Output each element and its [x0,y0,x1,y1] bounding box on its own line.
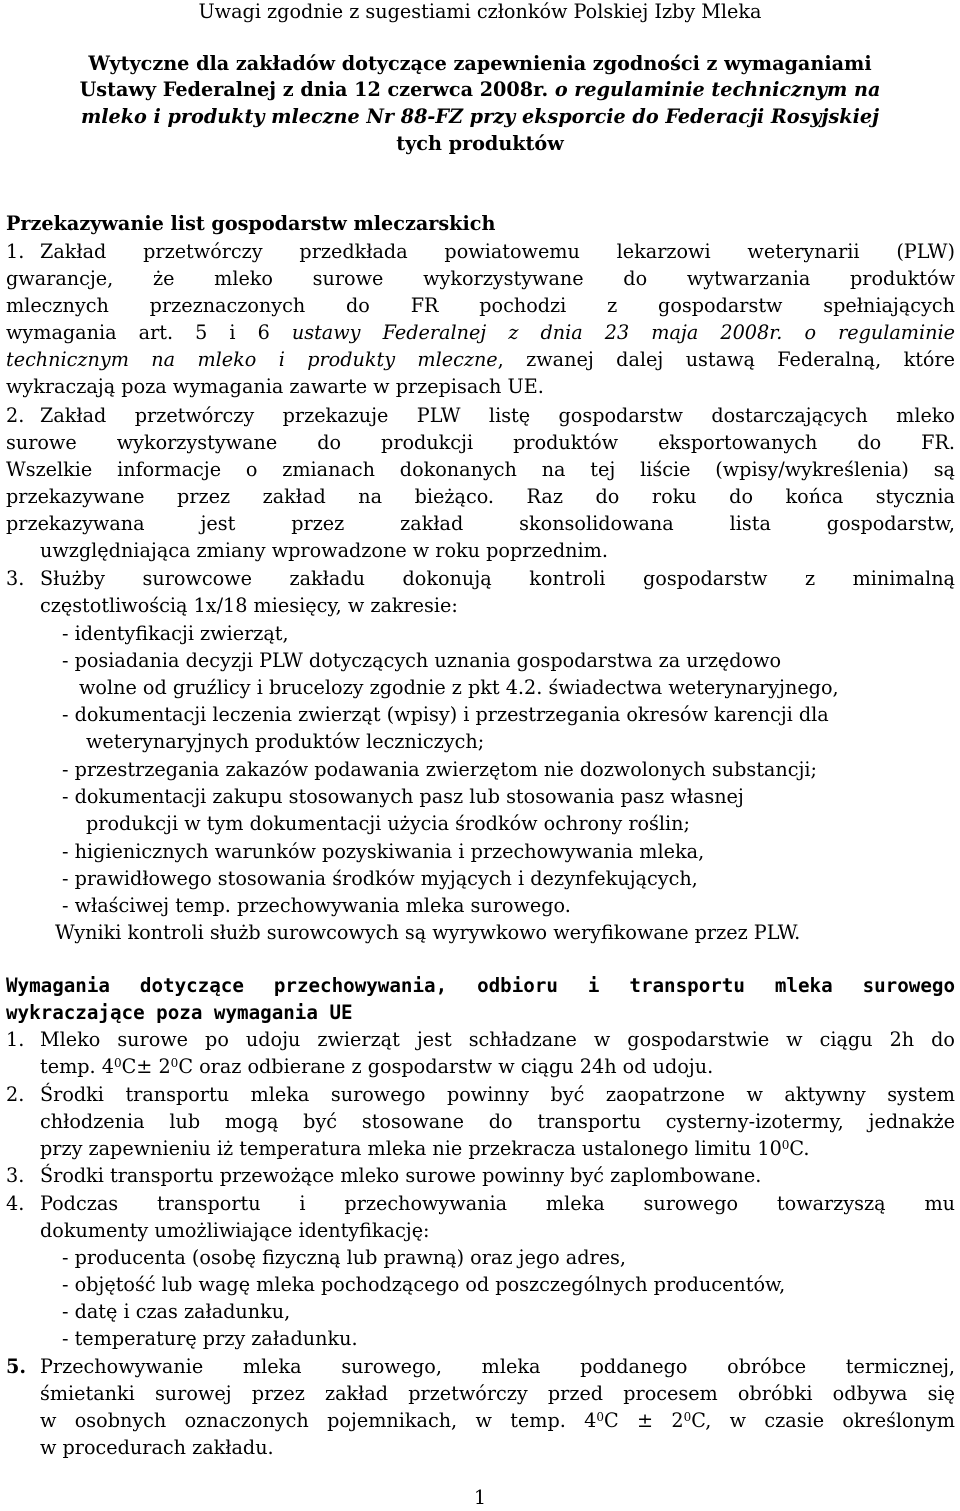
paragraph-fragment: wymagania art. 5 i 6 [6,321,292,344]
document-header: Uwagi zgodnie z sugestiami członków Polskiej Izby Mleka [198,0,762,23]
paragraph-line: surowe wykorzystywane do produkcji produktów eksportowanych do FR. [6,431,955,454]
title-line-2 [0,76,960,103]
paragraph-fragment: C ± 2 [604,1409,684,1432]
paragraph-line: Środki transportu przewożące mleko surowe powinny być zaplombowane. [40,1164,762,1187]
list-item: - objętość lub wagę mleka pochodzącego od poszczególnych producentów, [62,1273,786,1296]
page-number: 1 [473,1486,487,1509]
list-item: - producenta (osobę fizyczną lub prawną) oraz jego adres, [62,1246,626,1269]
paragraph-line: Środki transportu mleka surowego powinny być zaopatrzone w aktywny system [40,1083,955,1106]
item-number: 5. [6,1355,27,1378]
list-item: - prawidłowego stosowania środków myjących i dezynfekujących, [62,867,698,890]
paragraph-line: dokumenty umożliwiające identyfikację: [40,1219,430,1242]
list-item: - higienicznych warunków pozyskiwania i przechowywania mleka, [62,840,705,863]
section-2-heading-line-1: Wymagania dotyczące przechowywania, odbioru i transportu mleka surowego [6,974,955,997]
list-item: - identyfikacji zwierząt, [62,622,289,645]
paragraph-fragment: , zwanej dalej ustawą Federalną, które [497,348,955,371]
paragraph-line [6,319,955,346]
paragraph-fragment-italic: technicznym na mleko i produkty mleczne [6,348,498,371]
paragraph-line [40,1407,955,1434]
item-number: 1. [6,240,25,263]
paragraph-line: przekazywana jest przez zakład skonsolidowana lista gospodarstw, [6,512,955,535]
list-item: - temperaturę przy załadunku. [62,1327,358,1350]
paragraph-line: w procedurach zakładu. [40,1436,274,1459]
paragraph-line: Podczas transportu i przechowywania mleka surowego towarzyszą mu [40,1192,955,1215]
paragraph-line: Służby surowcowe zakładu dokonują kontroli gospodarstw z minimalną [40,567,955,590]
paragraph-line: śmietanki surowej przez zakład przetwórczy przed procesem obróbki odbywa się [40,1382,955,1405]
paragraph-fragment-italic: ustawy Federalnej z dnia 23 maja 2008r. o regulaminie [291,321,955,344]
title-line-4: tych produktów [396,132,564,155]
list-item: - właściwej temp. przechowywania mleka surowego. [62,894,571,917]
list-item-continuation: produkcji w tym dokumentacji użycia środków ochrony roślin; [86,812,691,835]
list-item: - dokumentacji leczenia zwierząt (wpisy) i przestrzegania okresów karencji dla [62,703,829,726]
paragraph-line: chłodzenia lub mogą być stosowane do transportu cysterny-izotermy, jednakże [40,1110,955,1133]
paragraph-fragment: przy zapewnieniu iż temperatura mleka nie przekracza ustalonego limitu 10 [40,1137,782,1160]
paragraph-fragment: C± 2 [121,1055,171,1078]
paragraph-line: przekazywane przez zakład na bieżąco. Raz do roku do końca stycznia [6,485,955,508]
paragraph-line [6,346,955,373]
paragraph-line: mlecznych przeznaczonych do FR pochodzi z gospodarstw spełniających [6,294,955,317]
paragraph-line: częstotliwością 1x/18 miesięcy, w zakresie: [40,594,458,617]
list-item-continuation: wolne od gruźlicy i brucelozy zgodnie z pkt 4.2. świadectwa weterynaryjnego, [79,676,839,699]
paragraph-fragment: C, w czasie określonym [691,1409,955,1432]
list-item-continuation: weterynaryjnych produktów leczniczych; [86,730,485,753]
item-number: 4. [6,1192,25,1215]
paragraph-line: Zakład przetwórczy przedkłada powiatowemu lekarzowi weterynarii (PLW) [40,240,955,263]
list-item: - posiadania decyzji PLW dotyczących uznania gospodarstwa za urzędowo [62,649,782,672]
paragraph-closing: Wyniki kontroli służb surowcowych są wyrywkowo weryfikowane przez PLW. [55,921,801,944]
paragraph-fragment: w osobnych oznaczonych pojemnikach, w temp. 4 [40,1409,597,1432]
degree-superscript: 0 [113,1056,122,1070]
paragraph-line: Wszelkie informacje o zmianach dokonanych na tej liście (wpisy/wykreślenia) są [6,458,955,481]
degree-superscript: 0 [781,1138,790,1152]
paragraph-line: uwzględniająca zmiany wprowadzone w roku poprzednim. [40,539,608,562]
paragraph-line: Zakład przetwórczy przekazuje PLW listę gospodarstw dostarczających mleko [40,404,955,427]
degree-superscript: 0 [596,1410,605,1424]
item-number: 1. [6,1028,25,1051]
list-item: - dokumentacji zakupu stosowanych pasz lub stosowania pasz własnej [62,785,744,808]
item-number: 3. [6,567,25,590]
list-item: - przestrzegania zakazów podawania zwierzętom nie dozwolonych substancji; [62,758,818,781]
paragraph-line [40,1053,713,1080]
paragraph-fragment: C. [789,1137,810,1160]
title-line-2b: o regulaminie technicznym na [548,78,881,101]
item-number: 2. [6,1083,25,1106]
paragraph-line: Mleko surowe po udoju zwierząt jest schładzane w gospodarstwie w ciągu 2h do [40,1028,955,1051]
paragraph-line: wykraczają poza wymagania zawarte w przepisach UE. [6,375,544,398]
section-1-heading: Przekazywanie list gospodarstw mleczarskich [6,212,496,235]
title-line-3: mleko i produkty mleczne Nr 88-FZ przy eksporcie do Federacji Rosyjskiej [80,105,880,128]
degree-superscript: 0 [170,1056,179,1070]
list-item: - datę i czas załadunku, [62,1300,291,1323]
paragraph-line: Przechowywanie mleka surowego, mleka poddanego obróbce termicznej, [40,1355,955,1378]
title-line-1: Wytyczne dla zakładów dotyczące zapewnienia zgodności z wymaganiami [88,52,872,75]
title-line-2a: Ustawy Federalnej z dnia 12 czerwca 2008r. [79,78,549,101]
degree-superscript: 0 [683,1410,692,1424]
item-number: 3. [6,1164,25,1187]
paragraph-fragment: C oraz odbierane z gospodarstw w ciągu 24h od udoju. [178,1055,714,1078]
item-number: 2. [6,404,25,427]
paragraph-line: gwarancje, że mleko surowe wykorzystywane do wytwarzania produktów [6,267,955,290]
section-2-heading-line-2: wykraczające poza wymagania UE [6,1001,353,1024]
paragraph-fragment: temp. 4 [40,1055,114,1078]
paragraph-line [40,1135,810,1162]
